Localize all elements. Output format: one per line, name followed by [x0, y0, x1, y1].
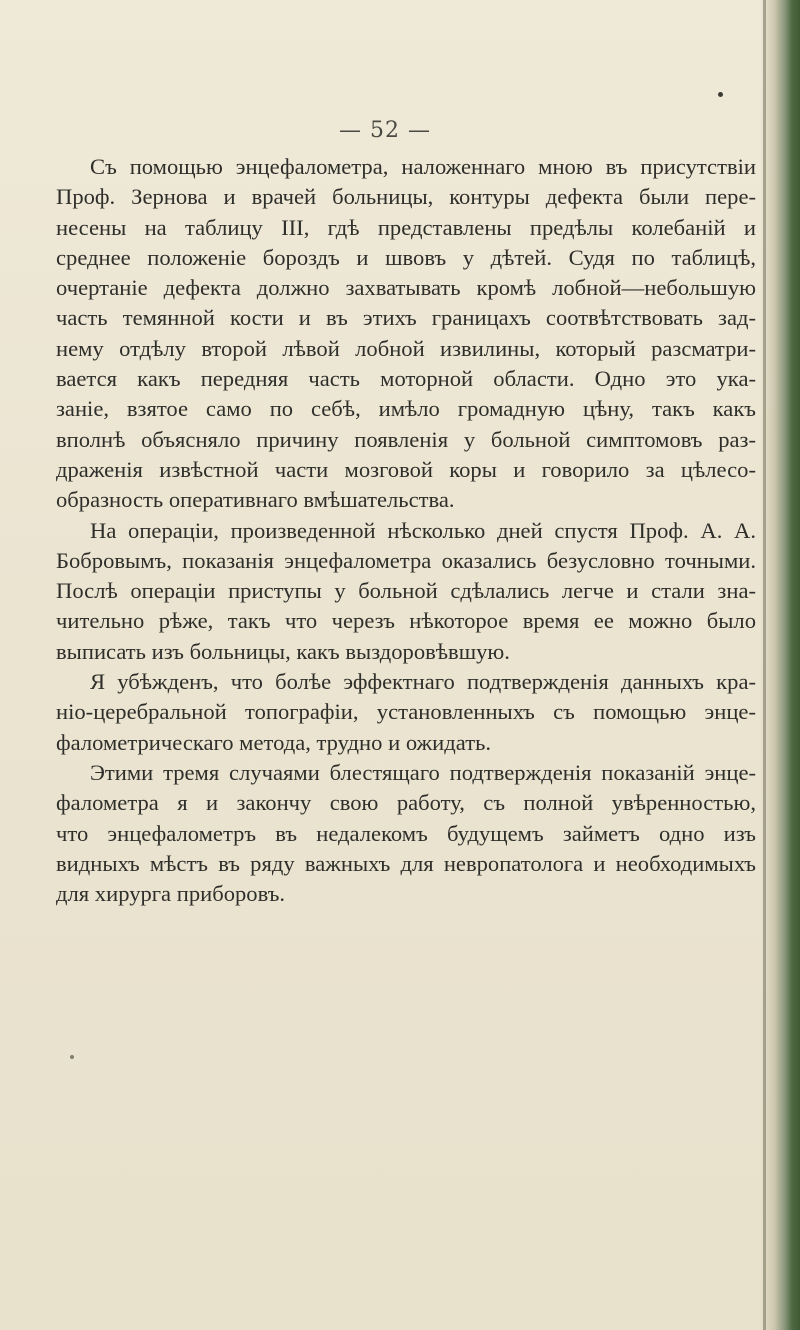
text-line: ніо-церебральной топографіи, установленныхъ съ помощью энце-: [56, 699, 756, 725]
paper-speck: [718, 92, 723, 97]
paragraph: [56, 758, 756, 909]
page-number: — 52 —: [339, 118, 431, 143]
text-line: драженія извѣстной части мозговой коры и говорило за цѣлесо-: [56, 456, 756, 482]
text-line: Этими тремя случаями блестящаго подтвержденія показаній энце-: [90, 759, 756, 785]
text-line: вается какъ передняя часть моторной области. Одно это ука-: [56, 366, 756, 392]
text-line: фалометрическаго метода, трудно и ожидать.: [56, 729, 492, 755]
text-line: образность оперативнаго вмѣшательства.: [56, 487, 455, 513]
binding-crease: [763, 0, 766, 1330]
text-line: нему отдѣлу второй лѣвой лобной извилины, который разсматри-: [56, 335, 756, 361]
text-line: выписать изъ больницы, какъ выздоровѣвшую.: [56, 638, 510, 664]
text-line: Проф. Зернова и врачей больницы, контуры дефекта были пере-: [56, 184, 756, 210]
paragraph: [56, 516, 756, 667]
body-text: [56, 152, 756, 909]
paragraph: [56, 667, 756, 758]
binding-edge: [760, 0, 800, 1330]
text-line: заніе, взятое само по себѣ, имѣло громадную цѣну, такъ какъ: [56, 396, 756, 422]
text-line: Я убѣжденъ, что болѣе эффектнаго подтвержденія данныхъ кра-: [90, 669, 756, 695]
text-line: фалометра я и закончу свою работу, съ полной увѣренностью,: [56, 790, 756, 816]
text-line: Съ помощью энцефалометра, наложеннаго мною въ присутствіи: [90, 154, 756, 179]
text-line: видныхъ мѣстъ въ ряду важныхъ для невропатолога и необходимыхъ: [56, 850, 756, 876]
text-line: что энцефалометръ въ недалекомъ будущемъ займетъ одно изъ: [56, 820, 756, 846]
text-line: На операціи, произведенной нѣсколько дней спустя Проф. А. А.: [90, 517, 756, 543]
text-line: часть темянной кости и въ этихъ границахъ соотвѣтствовать зад-: [56, 305, 756, 331]
paper-speck: [70, 1055, 74, 1059]
text-line: среднее положеніе бороздъ и швовъ у дѣтей. Судя по таблицѣ,: [56, 244, 756, 270]
text-line: несены на таблицу III, гдѣ представлены предѣлы колебаній и: [56, 214, 756, 240]
text-line: чительно рѣже, такъ что черезъ нѣкоторое время ее можно было: [56, 608, 756, 634]
text-line: вполнѣ объясняло причину появленія у больной симптомовъ раз-: [56, 426, 756, 452]
paragraph: [56, 152, 756, 516]
text-line: Послѣ операціи приступы у больной сдѣлались легче и стали зна-: [56, 578, 756, 604]
text-line: для хирурга приборовъ.: [56, 881, 286, 907]
text-line: Бобровымъ, показанія энцефалометра оказались безусловно точными.: [56, 547, 756, 573]
text-line: очертаніе дефекта должно захватывать кромѣ лобной—небольшую: [56, 275, 756, 301]
